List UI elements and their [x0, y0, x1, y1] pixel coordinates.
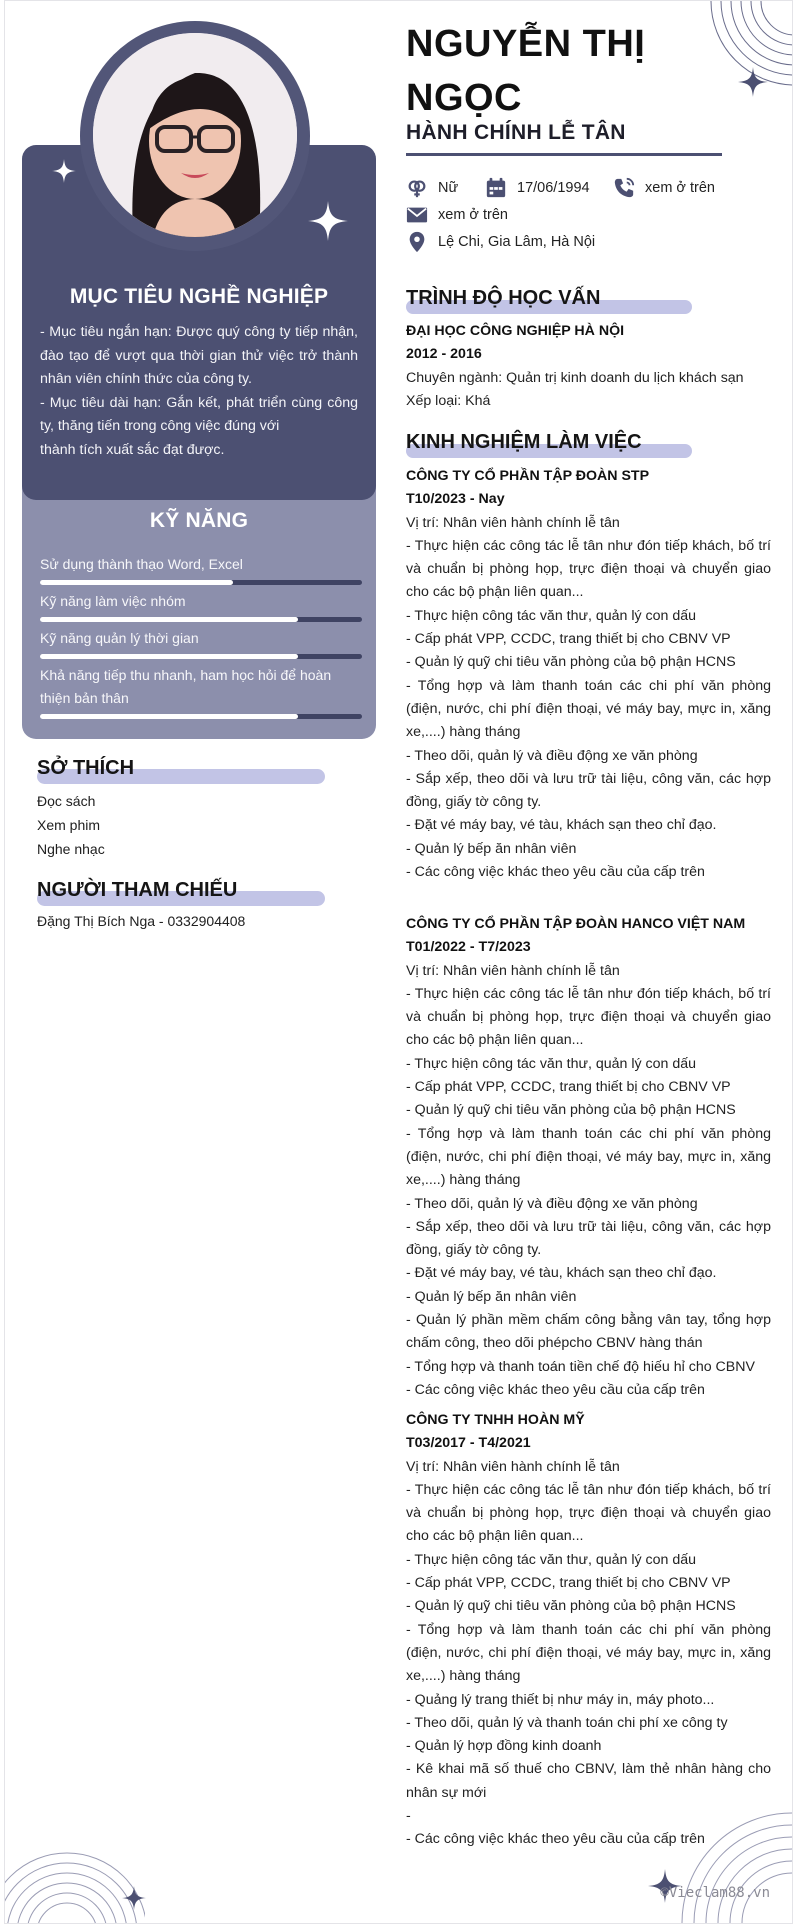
duty-line: - Các công việc khác theo yêu cầu của cấp trên [406, 1831, 705, 1848]
experience-title: KINH NGHIỆM LÀM VIỆC [406, 431, 642, 454]
duty-line: - Cấp phát VPP, CCDC, trang thiết bị cho CBNV VP [406, 1575, 731, 1592]
duty-line: - Quản lý bếp ăn nhân viên [406, 840, 577, 857]
duty-line: - Cấp phát VPP, CCDC, trang thiết bị cho CBNV VP [406, 631, 731, 648]
duty-line: - Cấp phát VPP, CCDC, trang thiết bị cho CBNV VP [406, 1079, 731, 1096]
envelope-icon [406, 204, 428, 226]
objective-text [40, 321, 358, 462]
skill-item [40, 627, 362, 659]
sparkle-icon [738, 67, 768, 97]
duty-line: - [406, 1808, 411, 1825]
job-period: T01/2022 - T7/2023 [406, 939, 531, 956]
company-name: CÔNG TY CỔ PHẦN TẬP ĐOÀN HANCO VIỆT NAM [406, 916, 746, 932]
job-title: HÀNH CHÍNH LỄ TÂN [406, 121, 626, 144]
skill-bar [40, 580, 362, 585]
sparkle-icon [122, 1886, 146, 1910]
skills-title: KỸ NĂNG [149, 509, 249, 532]
job-period: T03/2017 - T4/2021 [406, 1435, 531, 1452]
duty-line: - Đặt vé máy bay, vé tàu, khách sạn theo chỉ đạo. [406, 1265, 717, 1282]
job-period: T10/2023 - Nay [406, 491, 505, 508]
candidate-name: NGUYỄN THỊ NGỌC [406, 23, 646, 119]
skill-bar [40, 714, 362, 719]
school-name: ĐẠI HỌC CÔNG NGHIỆP HÀ NỘI [406, 323, 625, 339]
experience-job [406, 1409, 771, 1852]
contact-address: Lệ Chi, Gia Lâm, Hà Nội [406, 231, 595, 253]
duty-line: - Quản lý bếp ăn nhân viên [406, 1288, 577, 1305]
job-duties [406, 512, 771, 885]
duty-line: - Tổng hợp và làm thanh toán các chi phí văn phòng (điện, nước, chi phí điện thoại, vé máy bay, mực in, xăng xe,....) hàng tháng [406, 677, 771, 741]
sparkle-icon [308, 201, 348, 241]
objective-line: - Mục tiêu ngắn hạn: Được quý công ty tiếp nhận, đào tạo để vượt qua thời gian thử việc trở thành nhân viên chính thức của công ty. [40, 324, 358, 387]
sparkle-icon [52, 159, 76, 183]
duty-line: - Thực hiện công tác văn thư, quản lý con dấu [406, 1551, 697, 1568]
references-list [37, 909, 245, 933]
hobbies-list [37, 789, 105, 861]
objective-line: - Mục tiêu dài hạn: Gắn kết, phát triển cùng công ty, thăng tiến trong công việc đúng với [40, 394, 358, 434]
duty-line: - Đặt vé máy bay, vé tàu, khách sạn theo chỉ đạo. [406, 817, 717, 834]
education-title: TRÌNH ĐỘ HỌC VẤN [406, 287, 600, 310]
skill-bar-fill [40, 580, 233, 585]
duty-line: - Quản lý phần mềm chấm công bằng vân tay, tổng hợp chấm công, theo dõi phépcho CBNV hàng thán [406, 1312, 771, 1352]
skill-item [40, 590, 362, 622]
duty-line: - Thực hiện công tác văn thư, quản lý con dấu [406, 607, 697, 624]
skill-label: Khả năng tiếp thu nhanh, ham học hỏi để hoàn thiện bản thân [40, 667, 332, 706]
duty-line: - Các công việc khác theo yêu cầu của cấp trên [406, 864, 705, 881]
job-duties [406, 960, 771, 1403]
experience-job [406, 913, 771, 1402]
education-period: 2012 - 2016 [406, 346, 482, 363]
duty-line: - Các công việc khác theo yêu cầu của cấp trên [406, 1381, 705, 1398]
duty-line: - Tổng hợp và làm thanh toán các chi phí văn phòng (điện, nước, chi phí điện thoại, vé máy bay, mực in, xăng xe,....) hàng tháng [406, 1125, 771, 1189]
skill-label: Kỹ năng làm việc nhóm [40, 593, 186, 609]
duty-line: - Thực hiện các công tác lễ tân như đón tiếp khách, bố trí và chuẩn bị phòng họp, trực điện thoại và chuyển giao cho các bộ phận liên quan... [406, 985, 771, 1049]
skill-bar [40, 617, 362, 622]
cv-page [4, 0, 793, 1924]
skill-item [40, 664, 362, 719]
duty-line: - Quản lý hợp đồng kinh doanh [406, 1738, 602, 1755]
avatar [93, 33, 297, 237]
duty-line: Vị trí: Nhân viên hành chính lễ tân [406, 1458, 620, 1475]
gender-icon [406, 177, 428, 199]
education-details [406, 320, 771, 413]
title-divider [406, 153, 722, 156]
list-item: Đọc sách [37, 793, 96, 809]
watermark: ©Vieclam88.vn [660, 1885, 770, 1901]
duty-line: - Quảng lý trang thiết bị như máy in, máy photo... [406, 1691, 715, 1708]
skill-label: Sử dụng thành thạo Word, Excel [40, 556, 243, 572]
objective-line: thành tích xuất sắc đạt được. [40, 441, 225, 458]
avatar-illustration [93, 33, 297, 237]
skill-bar-fill [40, 617, 298, 622]
skill-bar [40, 654, 362, 659]
duty-line: - Thực hiện công tác văn thư, quản lý con dấu [406, 1055, 697, 1072]
education-major: Chuyên ngành: Quản trị kinh doanh du lịch khách sạn [406, 369, 744, 386]
duty-line: - Thực hiện các công tác lễ tân như đón tiếp khách, bố trí và chuẩn bị phòng họp, trực điện thoại và chuyển giao cho các bộ phận liên quan... [406, 1481, 771, 1545]
list-item: Đặng Thị Bích Nga - 0332904408 [37, 913, 246, 929]
duty-line: - Thực hiện các công tác lễ tân như đón tiếp khách, bố trí và chuẩn bị phòng họp, trực điện thoại và chuyển giao cho các bộ phận liên quan... [406, 537, 771, 601]
references-title: NGƯỜI THAM CHIẾU [37, 879, 237, 902]
company-name: CÔNG TY CỔ PHẦN TẬP ĐOÀN STP [406, 468, 650, 484]
duty-line: - Theo dõi, quản lý và thanh toán chi phí xe công ty [406, 1714, 728, 1731]
skill-bar-fill [40, 714, 298, 719]
list-item: Nghe nhạc [37, 841, 105, 857]
list-item: Xem phim [37, 817, 101, 833]
duty-line: - Theo dõi, quản lý và điều động xe văn phòng [406, 747, 698, 764]
duty-line: - Tổng hợp và thanh toán tiền chế độ hiếu hỉ cho CBNV [406, 1358, 755, 1375]
objective-title: MỤC TIÊU NGHỀ NGHIỆP [69, 285, 329, 308]
education-grade: Xếp loại: Khá [406, 392, 491, 409]
phone-icon [613, 177, 635, 199]
skills-panel [22, 477, 376, 739]
decorative-circles-bottom-left [5, 1833, 145, 1924]
contact-gender: Nữ [406, 177, 458, 199]
location-pin-icon [406, 231, 428, 253]
duty-line: - Kê khai mã số thuế cho CBNV, làm thẻ nhân hàng cho nhân sự mới [406, 1761, 771, 1801]
company-name: CÔNG TY TNHH HOÀN MỸ [406, 1412, 585, 1428]
skill-bar-fill [40, 654, 298, 659]
hobbies-title: SỞ THÍCH [37, 757, 134, 780]
duty-line: - Tổng hợp và làm thanh toán các chi phí văn phòng (điện, nước, chi phí điện thoại, vé máy bay, mực in, xăng xe,....) hàng tháng [406, 1621, 771, 1685]
duty-line: - Theo dõi, quản lý và điều động xe văn phòng [406, 1195, 698, 1212]
experience-job [406, 465, 771, 884]
contact-phone: xem ở trên [613, 177, 715, 199]
job-duties [406, 1456, 771, 1852]
skill-item [40, 553, 362, 585]
duty-line: - Quản lý quỹ chi tiêu văn phòng của bộ phận HCNS [406, 654, 736, 671]
duty-line: - Sắp xếp, theo dõi và lưu trữ tài liệu, công văn, các hợp đồng, giấy tờ công ty. [406, 770, 771, 811]
skill-label: Kỹ năng quản lý thời gian [40, 630, 199, 646]
duty-line: - Sắp xếp, theo dõi và lưu trữ tài liệu, công văn, các hợp đồng, giấy tờ công ty. [406, 1218, 771, 1259]
contact-email: xem ở trên [406, 204, 508, 226]
duty-line: Vị trí: Nhân viên hành chính lễ tân [406, 514, 620, 531]
duty-line: - Quản lý quỹ chi tiêu văn phòng của bộ phận HCNS [406, 1598, 736, 1615]
calendar-icon [485, 177, 507, 199]
duty-line: Vị trí: Nhân viên hành chính lễ tân [406, 962, 620, 979]
duty-line: - Quản lý quỹ chi tiêu văn phòng của bộ phận HCNS [406, 1102, 736, 1119]
contact-birthday: 17/06/1994 [485, 177, 590, 199]
